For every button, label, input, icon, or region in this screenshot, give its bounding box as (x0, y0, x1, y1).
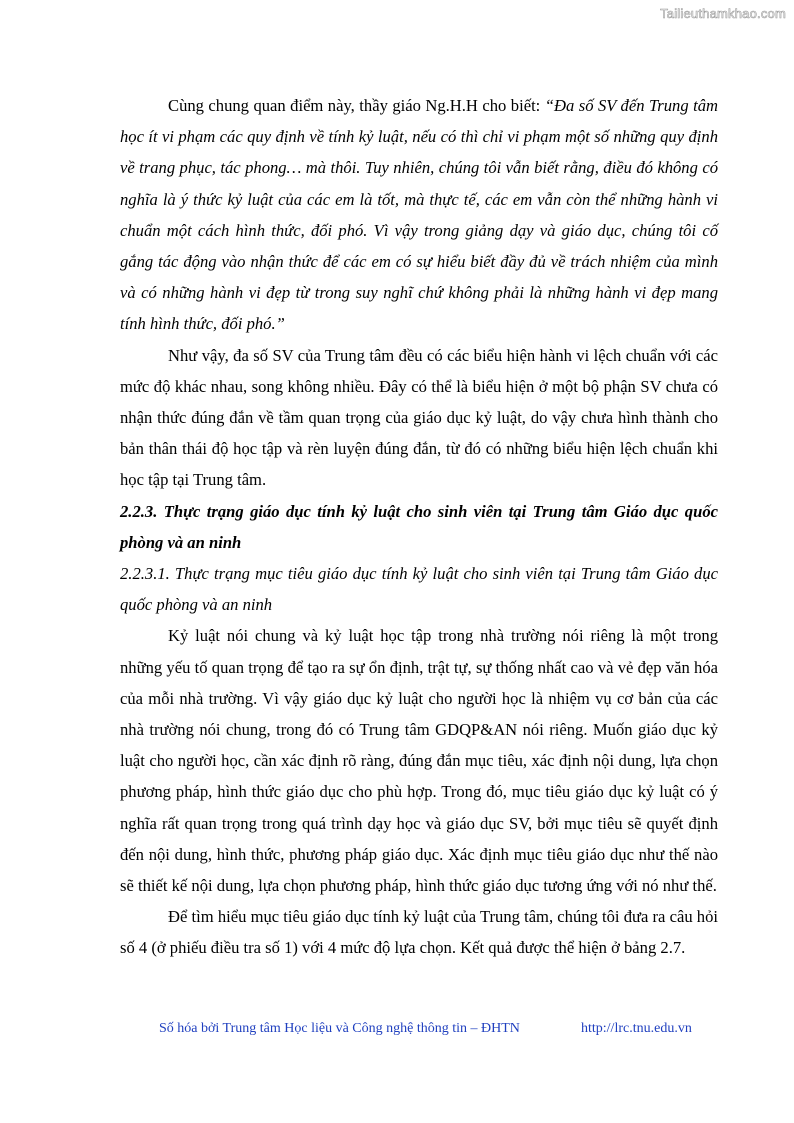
paragraph-quote (120, 90, 718, 340)
paragraph-conclusion: Như vậy, đa số SV của Trung tâm đều có các biểu hiện hành vi lệch chuẩn với các mức độ khác nhau, song không nhiều. Đây có thể là biểu hiện ở một bộ phận SV chưa có nhận thức đúng đắn về tầm quan trọng của giáo dục kỷ luật, do vậy chưa hình thành cho bản thân thái độ học tập và rèn luyện đúng đắn, từ đó có những biểu hiện lệch chuẩn khi học tập tại Trung tâm. (120, 345, 718, 490)
footer-url[interactable]: http://lrc.tnu.edu.vn (581, 1021, 692, 1036)
document-body (120, 90, 718, 964)
paragraph-discipline: Kỷ luật nói chung và kỷ luật học tập trong nhà trường nói riêng là một trong những yếu tố quan trọng để tạo ra sự ổn định, trật tự, sự thống nhất cao và vẻ đẹp văn hóa của mỗi nhà trường. Vì vậy giáo dục kỷ luật cho người học là nhiệm vụ cơ bản của các nhà trường nói chung, trong đó có Trung tâm GDQP&AN nói riêng. Muốn giáo dục kỷ luật cho người học, cần xác định rõ ràng, đúng đắn mục tiêu, xác định nội dung, lựa chọn phương pháp, hình thức giáo dục cho phù hợp. Trong đó, mục tiêu giáo dục kỷ luật có ý nghĩa rất quan trọng trong quá trình dạy học và giáo dục SV, bởi mục tiêu sẽ quyết định đến nội dung, hình thức, phương pháp giáo dục. Xác định mục tiêu giáo dục như thế nào sẽ thiết kế nội dung, lựa chọn phương pháp, hình thức giáo dục tương ứng với nó như thế. (120, 626, 718, 896)
paragraph-lead: Cùng chung quan điểm này, thầy giáo Ng.H.H cho biết: (168, 96, 545, 115)
paragraph-survey: Để tìm hiểu mục tiêu giáo dục tính kỷ luật của Trung tâm, chúng tôi đưa ra câu hỏi số 4 (ở phiếu điều tra số 1) với 4 mức độ lựa chọn. Kết quả được thể hiện ở bảng 2.7. (120, 907, 718, 958)
teacher-quote: “Đa số SV đến Trung tâm học ít vi phạm các quy định về tính kỷ luật, nếu có thì chỉ vi phạm một số những quy định về trang phục, tác phong… mà thôi. Tuy nhiên, chúng tôi vẫn biết rằng, điều đó không có nghĩa là ý thức kỷ luật của các em là tốt, mà thực tế, các em vẫn còn thể những hành vi chuẩn một cách hình thức, đối phó. Vì vậy trong giảng dạy và giáo dục, chúng tôi cố gắng tác động vào nhận thức để các em có sự hiểu biết đầy đủ về trách nhiệm của mình và có những hành vi đẹp từ trong suy nghĩ chứ không phải là những hành vi đẹp mang tính hình thức, đối phó.” (120, 96, 718, 334)
footer-digitized-by: Số hóa bởi Trung tâm Học liệu và Công nghệ thông tin – ĐHTN (159, 1021, 520, 1036)
watermark-text: Tailieuthamkhao.com (660, 6, 786, 21)
subsection-heading-2-2-3-1: 2.2.3.1. Thực trạng mục tiêu giáo dục tính kỷ luật cho sinh viên tại Trung tâm Giáo dục quốc phòng và an ninh (120, 564, 718, 615)
section-heading-2-2-3: 2.2.3. Thực trạng giáo dục tính kỷ luật cho sinh viên tại Trung tâm Giáo dục quốc phòng và an ninh (120, 501, 718, 552)
